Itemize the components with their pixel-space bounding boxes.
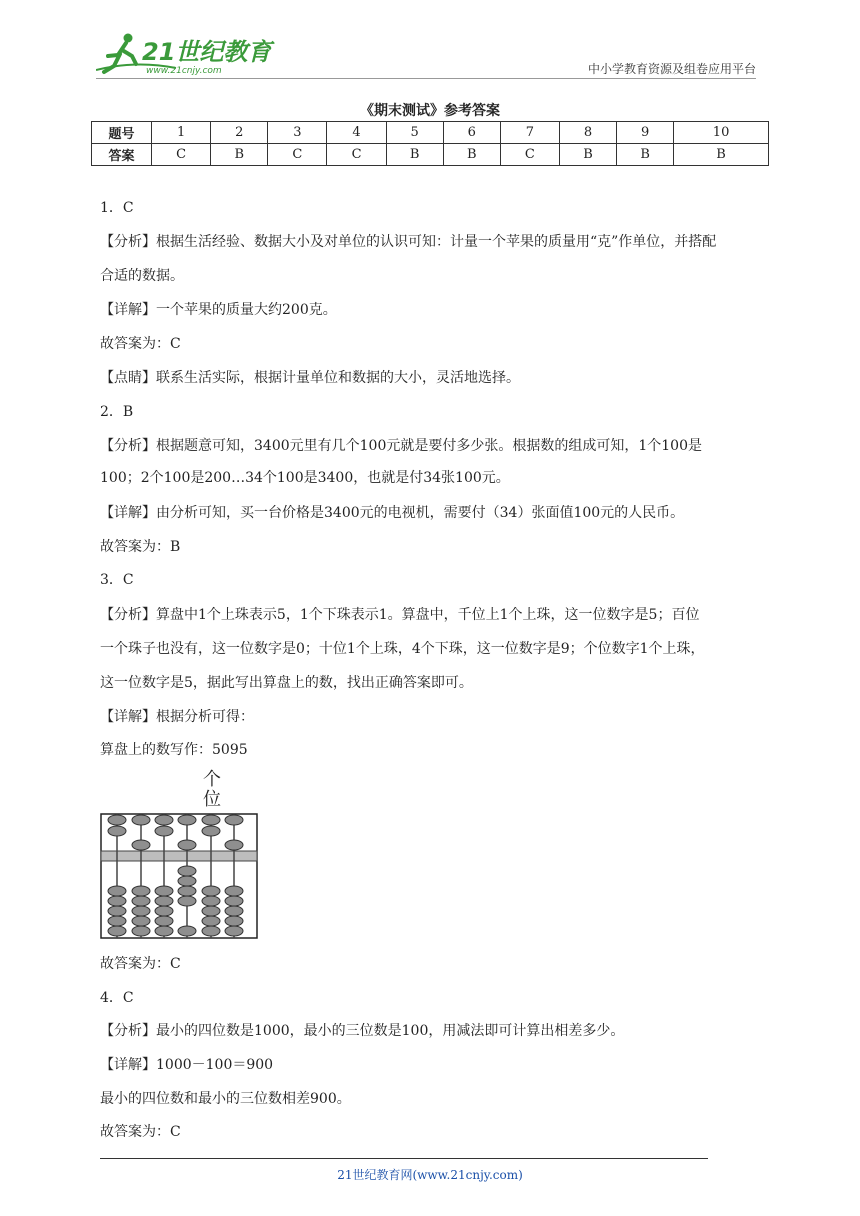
abacus-lower-bead (178, 896, 196, 906)
abacus-upper-bead (202, 826, 220, 836)
abacus-lower-bead (178, 886, 196, 896)
table-header-cell: 题号 (92, 122, 152, 144)
platform-name: 中小学教育资源及组卷应用平台 (587, 62, 756, 76)
table-cell: B (617, 144, 674, 166)
table-row (92, 122, 769, 144)
abacus-lower-bead (155, 896, 173, 906)
abacus-lower-bead (155, 916, 173, 926)
abacus-lower-bead (155, 906, 173, 916)
abacus-upper-bead (155, 826, 173, 836)
page-title: 《期末测试》参考答案 (360, 103, 500, 119)
abacus-lower-bead (108, 906, 126, 916)
header-divider (96, 78, 756, 79)
question-number: 3．C (100, 572, 134, 588)
analysis-text: 【分析】根据题意可知，3400元里有几个100元就是要付多少张。根据数的组成可知，1个100是 (100, 438, 702, 454)
abacus-upper-bead (108, 826, 126, 836)
table-header-cell: 答案 (92, 144, 152, 166)
abacus-lower-bead (155, 926, 173, 936)
table-cell: C (268, 144, 327, 166)
analysis-text: 【分析】最小的四位数是1000，最小的三位数是100，用减法即可计算出相差多少。 (100, 1023, 625, 1039)
table-cell: 8 (559, 122, 616, 144)
footer-text: 21世纪教育网(www.21cnjy.com) (337, 1168, 523, 1182)
analysis-text: 合适的数据。 (100, 268, 184, 284)
abacus-lower-bead (108, 896, 126, 906)
table-cell: 2 (211, 122, 268, 144)
question-number: 2．B (100, 404, 134, 420)
abacus-label-bottom: 位 (203, 789, 221, 810)
abacus-upper-bead (202, 815, 220, 825)
table-cell: 1 (152, 122, 211, 144)
answer-text: 故答案为：C (100, 336, 181, 352)
analysis-text: 【分析】算盘中1个上珠表示5，1个下珠表示1。算盘中，千位上1个上珠，这一位数字是5；百位 (100, 607, 700, 623)
detail-text: 【详解】根据分析可得： (100, 709, 254, 725)
svg-text:21世纪教育: 21世纪教育 (142, 38, 272, 66)
table-cell: 6 (443, 122, 500, 144)
detail-text: 最小的四位数和最小的三位数相差900。 (100, 1091, 351, 1107)
detail-text: 【详解】由分析可知，买一台价格是3400元的电视机，需要付（34）张面值100元的人民币。 (100, 505, 685, 521)
abacus-label-top: 个 (203, 769, 221, 790)
analysis-text: 100；2个100是200…34个100是3400，也就是付34张100元。 (100, 470, 510, 486)
abacus-figure (100, 813, 258, 939)
abacus-lower-bead (132, 886, 150, 896)
table-cell: C (500, 144, 559, 166)
abacus-lower-bead (108, 916, 126, 926)
abacus-column-label (202, 770, 222, 810)
abacus-lower-bead (202, 916, 220, 926)
abacus-lower-bead (225, 896, 243, 906)
abacus-upper-bead (225, 840, 243, 850)
detail-text: 【详解】1000－100＝900 (100, 1057, 274, 1073)
table-cell: B (559, 144, 616, 166)
answer-text: 故答案为：C (100, 1124, 181, 1140)
table-cell: 3 (268, 122, 327, 144)
abacus-upper-bead (132, 840, 150, 850)
table-cell: C (152, 144, 211, 166)
table-cell: 9 (617, 122, 674, 144)
abacus-lower-bead (132, 916, 150, 926)
site-logo (96, 30, 276, 76)
abacus-lower-bead (202, 896, 220, 906)
abacus-lower-bead (132, 926, 150, 936)
abacus-upper-bead (178, 815, 196, 825)
svg-text:www.21cnjy.com: www.21cnjy.com (146, 66, 222, 76)
abacus-upper-bead (108, 815, 126, 825)
table-cell: 4 (327, 122, 386, 144)
abacus-lower-bead (202, 926, 220, 936)
abacus-lower-bead (155, 886, 173, 896)
abacus-upper-bead (178, 840, 196, 850)
abacus-lower-bead (132, 906, 150, 916)
table-cell: B (386, 144, 443, 166)
table-row (92, 144, 769, 166)
abacus-lower-bead (108, 886, 126, 896)
abacus-lower-bead (108, 926, 126, 936)
abacus-upper-bead (225, 815, 243, 825)
abacus-lower-bead (202, 886, 220, 896)
analysis-text: 【分析】根据生活经验、数据大小及对单位的认识可知：计量一个苹果的质量用“克”作单位，并搭配 (100, 234, 717, 250)
analysis-text: 这一位数字是5，据此写出算盘上的数，找出正确答案即可。 (100, 675, 473, 691)
table-cell: B (211, 144, 268, 166)
detail-text: 算盘上的数写作：5095 (100, 742, 248, 758)
abacus-lower-bead (178, 876, 196, 886)
table-cell: B (443, 144, 500, 166)
table-cell: 10 (674, 122, 769, 144)
abacus-lower-bead (202, 906, 220, 916)
abacus-lower-bead (178, 866, 196, 876)
abacus-lower-bead (178, 926, 196, 936)
question-number: 1．C (100, 200, 134, 216)
detail-text: 【详解】一个苹果的质量大约200克。 (100, 302, 337, 318)
abacus-lower-bead (132, 896, 150, 906)
abacus-lower-bead (225, 906, 243, 916)
abacus-lower-bead (225, 926, 243, 936)
page-header (96, 30, 756, 78)
analysis-text: 一个珠子也没有，这一位数字是0；十位1个上珠，4个下珠，这一位数字是9；个位数字1个上珠， (100, 641, 705, 657)
table-cell: 5 (386, 122, 443, 144)
abacus-upper-bead (155, 815, 173, 825)
comment-text: 【点睛】联系生活实际，根据计量单位和数据的大小，灵活地选择。 (100, 370, 520, 386)
table-cell: C (327, 144, 386, 166)
table-cell: 7 (500, 122, 559, 144)
answer-text: 故答案为：B (100, 539, 181, 555)
abacus-upper-bead (132, 815, 150, 825)
answer-text: 故答案为：C (100, 956, 181, 972)
abacus-lower-bead (225, 916, 243, 926)
question-number: 4．C (100, 990, 134, 1006)
answer-table (91, 121, 769, 166)
footer-divider (100, 1158, 708, 1159)
abacus-lower-bead (225, 886, 243, 896)
table-cell: B (674, 144, 769, 166)
